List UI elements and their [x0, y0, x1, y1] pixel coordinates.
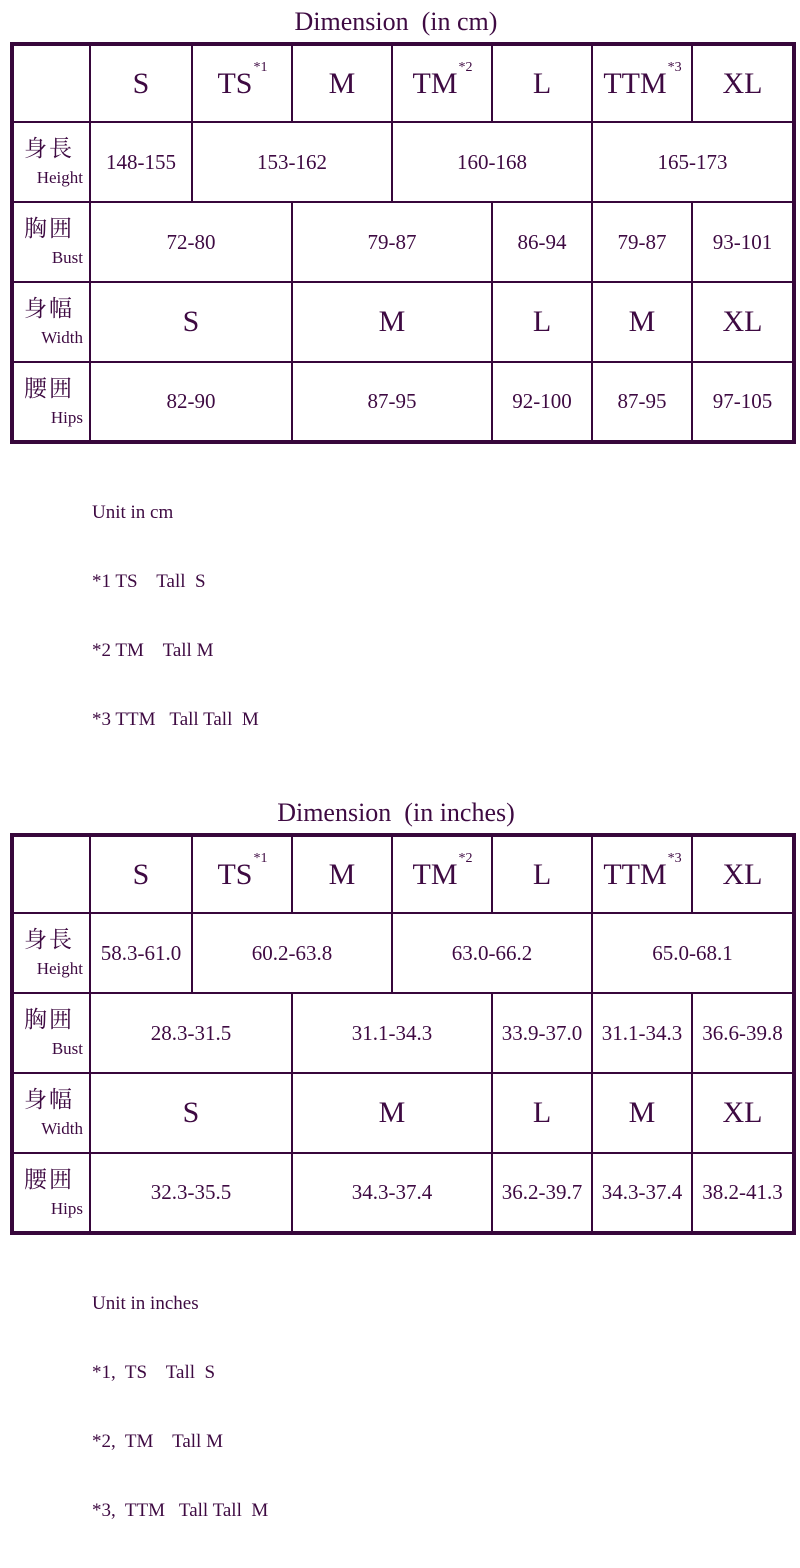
value-cell: 28.3-31.5: [90, 993, 292, 1073]
row-label-hips: [12, 362, 90, 442]
value-cell: 92-100: [492, 362, 592, 442]
row-label-cn: 腰囲: [24, 376, 74, 401]
col-header-xl: [692, 44, 794, 122]
table-row-bust: [12, 993, 794, 1073]
value-cell: 97-105: [692, 362, 794, 442]
row-label-cn: 身長: [24, 927, 74, 952]
row-label-cn: 身幅: [24, 1087, 74, 1112]
col-header-label: TS: [217, 66, 253, 100]
value-cell: 165-173: [592, 122, 794, 202]
row-label-cn: 身長: [24, 136, 74, 161]
row-label-cn: 胸囲: [24, 1007, 74, 1032]
col-header-label: TTM: [603, 857, 667, 891]
row-label-en: Hips: [50, 408, 83, 427]
corner-cell: [12, 44, 90, 122]
col-header-xl: [692, 835, 794, 913]
row-label-cn: 胸囲: [24, 216, 74, 241]
value-cell: M: [292, 1073, 492, 1153]
size-section-inches: [0, 798, 800, 1568]
footnote-line: *3, TTM Tall Tall M: [92, 1500, 269, 1521]
value-cell: XL: [692, 282, 794, 362]
footnote-marker: *2: [458, 850, 473, 866]
value-cell: 160-168: [392, 122, 592, 202]
col-header-tm: [392, 835, 492, 913]
footnote-line: *2 TM Tall M: [92, 640, 214, 661]
col-header-tm: [392, 44, 492, 122]
col-header-label: XL: [722, 857, 763, 891]
row-label-en: Bust: [51, 248, 83, 267]
col-header-label: TTM: [603, 66, 667, 100]
value-cell: 60.2-63.8: [192, 913, 392, 993]
col-header-label: M: [328, 66, 356, 100]
value-cell: 72-80: [90, 202, 292, 282]
col-header-ttm: [592, 835, 692, 913]
col-header-label: XL: [722, 66, 763, 100]
footnote-marker: *3: [667, 59, 682, 75]
value-cell: 36.6-39.8: [692, 993, 794, 1073]
table-row-height: [12, 913, 794, 993]
value-cell: 31.1-34.3: [592, 993, 692, 1073]
value-cell: 79-87: [592, 202, 692, 282]
row-label-en: Width: [41, 1119, 83, 1138]
col-header-ttm: [592, 44, 692, 122]
row-label-en: Width: [41, 328, 83, 347]
header-row: [12, 835, 794, 913]
header-row: [12, 44, 794, 122]
value-cell: L: [492, 282, 592, 362]
value-cell: 65.0-68.1: [592, 913, 794, 993]
value-cell: 148-155: [90, 122, 192, 202]
value-cell: 87-95: [292, 362, 492, 442]
footnote-marker: *1: [253, 850, 268, 866]
row-label-cn: 腰囲: [24, 1167, 74, 1192]
value-cell: 36.2-39.7: [492, 1153, 592, 1233]
footnote-line: Unit in inches: [92, 1293, 199, 1314]
row-label-en: Height: [36, 168, 83, 187]
value-cell: L: [492, 1073, 592, 1153]
col-header-label: M: [328, 857, 356, 891]
col-header-ts: [192, 835, 292, 913]
table-title-cm: Dimension (in cm): [294, 7, 498, 36]
row-label-bust: [12, 993, 90, 1073]
value-cell: 34.3-37.4: [292, 1153, 492, 1233]
row-label-height: [12, 122, 90, 202]
row-label-en: Height: [36, 959, 83, 978]
table-row-bust: [12, 202, 794, 282]
col-header-label: TS: [217, 857, 253, 891]
row-label-cn: 身幅: [24, 296, 74, 321]
row-label-en: Hips: [50, 1199, 83, 1218]
table-row-hips: [12, 362, 794, 442]
table-title-inches: Dimension (in inches): [277, 798, 515, 827]
col-header-label: TM: [412, 857, 458, 891]
size-table-cm: [10, 42, 796, 444]
value-cell: 34.3-37.4: [592, 1153, 692, 1233]
col-header-label: S: [132, 66, 150, 100]
row-label-en: Bust: [51, 1039, 83, 1058]
col-header-s: [90, 44, 192, 122]
footnote-marker: *3: [667, 850, 682, 866]
value-cell: 79-87: [292, 202, 492, 282]
value-cell: S: [90, 1073, 292, 1153]
col-header-ts: [192, 44, 292, 122]
col-header-label: S: [132, 857, 150, 891]
col-header-label: L: [532, 66, 552, 100]
table-row-hips: [12, 1153, 794, 1233]
col-header-m: [292, 835, 392, 913]
footnote-line: Unit in cm: [92, 502, 174, 523]
size-chart-page: [0, 7, 800, 1521]
value-cell: 63.0-66.2: [392, 913, 592, 993]
value-cell: 33.9-37.0: [492, 993, 592, 1073]
value-cell: 86-94: [492, 202, 592, 282]
footnote-line: *3 TTM Tall Tall M: [92, 709, 259, 730]
value-cell: XL: [692, 1073, 794, 1153]
value-cell: 82-90: [90, 362, 292, 442]
table-row-height: [12, 122, 794, 202]
row-label-height: [12, 913, 90, 993]
footnotes-cm: [92, 455, 800, 777]
footnote-line: *1, TS Tall S: [92, 1362, 216, 1383]
value-cell: M: [592, 1073, 692, 1153]
row-label-hips: [12, 1153, 90, 1233]
col-header-l: [492, 835, 592, 913]
row-label-width: [12, 282, 90, 362]
size-table-inches: [10, 833, 796, 1235]
value-cell: S: [90, 282, 292, 362]
footnotes-inches: [92, 1246, 800, 1568]
footnote-line: *2, TM Tall M: [92, 1431, 223, 1452]
value-cell: 87-95: [592, 362, 692, 442]
value-cell: M: [592, 282, 692, 362]
value-cell: 31.1-34.3: [292, 993, 492, 1073]
value-cell: 58.3-61.0: [90, 913, 192, 993]
col-header-label: L: [532, 857, 552, 891]
row-label-width: [12, 1073, 90, 1153]
value-cell: 38.2-41.3: [692, 1153, 794, 1233]
table-row-width: [12, 1073, 794, 1153]
col-header-m: [292, 44, 392, 122]
value-cell: M: [292, 282, 492, 362]
value-cell: 93-101: [692, 202, 794, 282]
footnote-marker: *2: [458, 59, 473, 75]
value-cell: 153-162: [192, 122, 392, 202]
corner-cell: [12, 835, 90, 913]
value-cell: 32.3-35.5: [90, 1153, 292, 1233]
col-header-l: [492, 44, 592, 122]
table-row-width: [12, 282, 794, 362]
col-header-label: TM: [412, 66, 458, 100]
row-label-bust: [12, 202, 90, 282]
footnote-marker: *1: [253, 59, 268, 75]
col-header-s: [90, 835, 192, 913]
footnote-line: *1 TS Tall S: [92, 571, 206, 592]
size-section-cm: [0, 7, 800, 777]
